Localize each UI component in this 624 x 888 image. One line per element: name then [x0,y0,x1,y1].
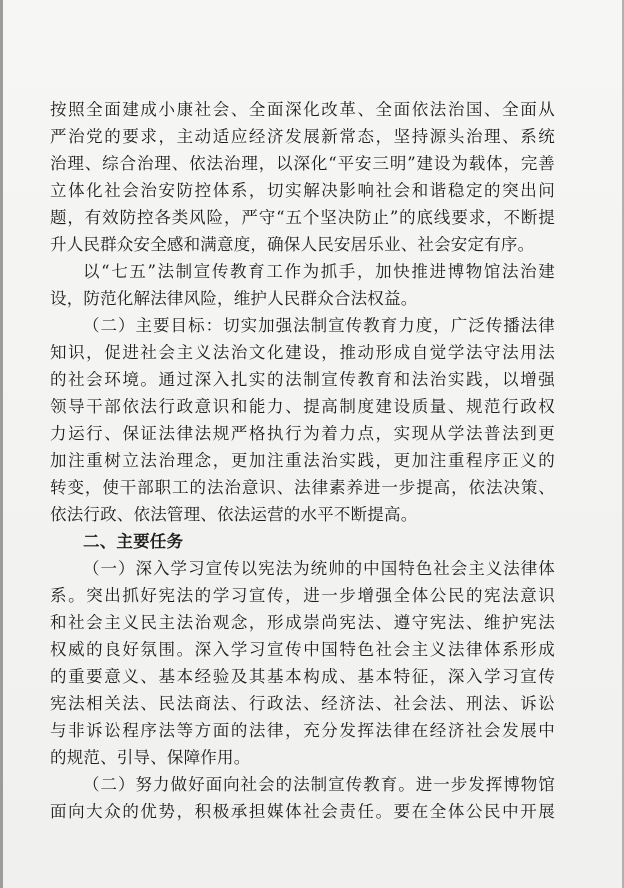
text-line: 的社会环境。通过深入扎实的法制宣传教育和法治实践，以增强 [50,370,555,389]
text-line: （一）深入学习宣传以宪法为统帅的中国特色社会主义法律体 [83,559,555,578]
section-heading: 二、主要任务 [83,532,184,551]
text-line: 的重要意义、基本经验及其基本构成、基本特征，深入学习宣传 [50,667,555,686]
text-line: 和社会主义民主法治观念，形成崇尚宪法、遵守宪法、维护宪法 [50,613,555,632]
text-line: 权威的良好氛围。深入学习宣传中国特色社会主义法律体系形成 [50,640,555,659]
text-line: 知识，促进社会主义法治文化建设，推动形成自觉学法守法用法 [50,343,555,362]
text-line: 题，有效防控各类风险，严守“五个坚决防止”的底线要求，不断提 [50,208,555,227]
text-line: 严治党的要求，主动适应经济发展新常态，坚持源头治理、系统 [50,127,555,146]
text-line: 领导干部依法行政意识和能力、提高制度建设质量、规范行政权 [50,397,555,416]
paragraph-goal-context [50,96,555,258]
text-line: 力运行、保证法律法规严格执行为着力点，实现从学法普法到更 [50,424,555,443]
text-line: 按照全面建成小康社会、全面深化改革、全面依法治国、全面从 [50,100,555,119]
text-line: 宪法相关法、民法商法、行政法、经济法、社会法、刑法、诉讼 [50,694,555,713]
text-line: 转变，使干部职工的法治意识、法律素养进一步提高，依法决策、 [50,478,555,497]
text-line: 依法行政、依法管理、依法运营的水平不断提高。 [50,505,418,524]
paragraph-main-objectives [50,312,555,528]
text-line: 以“七五”法制宣传教育工作为抓手，加快推进博物馆法治建 [83,262,555,281]
paragraph-task-one [50,555,555,771]
paragraph-task-two [50,771,555,825]
section-heading-main-tasks [50,528,555,555]
text-line: 的规范、引导、保障作用。 [50,748,251,767]
text-line: （二）主要目标：切实加强法制宣传教育力度，广泛传播法律 [83,316,555,335]
text-line: 面向大众的优势，积极承担媒体社会责任。要在全体公民中开展 [50,802,555,821]
text-line: 系。突出抓好宪法的学习宣传，进一步增强全体公民的宪法意识 [50,586,555,605]
text-line: 治理、综合治理、依法治理，以深化“平安三明”建设为载体，完善 [50,154,555,173]
text-line: 升人民群众安全感和满意度，确保人民安居乐业、社会安定有序。 [50,235,535,254]
text-line: （二）努力做好面向社会的法制宣传教育。进一步发挥博物馆 [83,775,555,794]
text-line: 设，防范化解法律风险，维护人民群众合法权益。 [50,289,418,308]
text-line: 立体化社会治安防控体系，切实解决影响社会和谐稳定的突出问 [50,181,555,200]
document-body [50,96,555,825]
scan-edge-left [0,0,3,888]
paragraph-seventh-five-year [50,258,555,312]
text-line: 加注重树立法治理念，更加注重法治实践，更加注重程序正义的 [50,451,555,470]
text-line: 与非诉讼程序法等方面的法律，充分发挥法律在经济社会发展中 [50,721,555,740]
